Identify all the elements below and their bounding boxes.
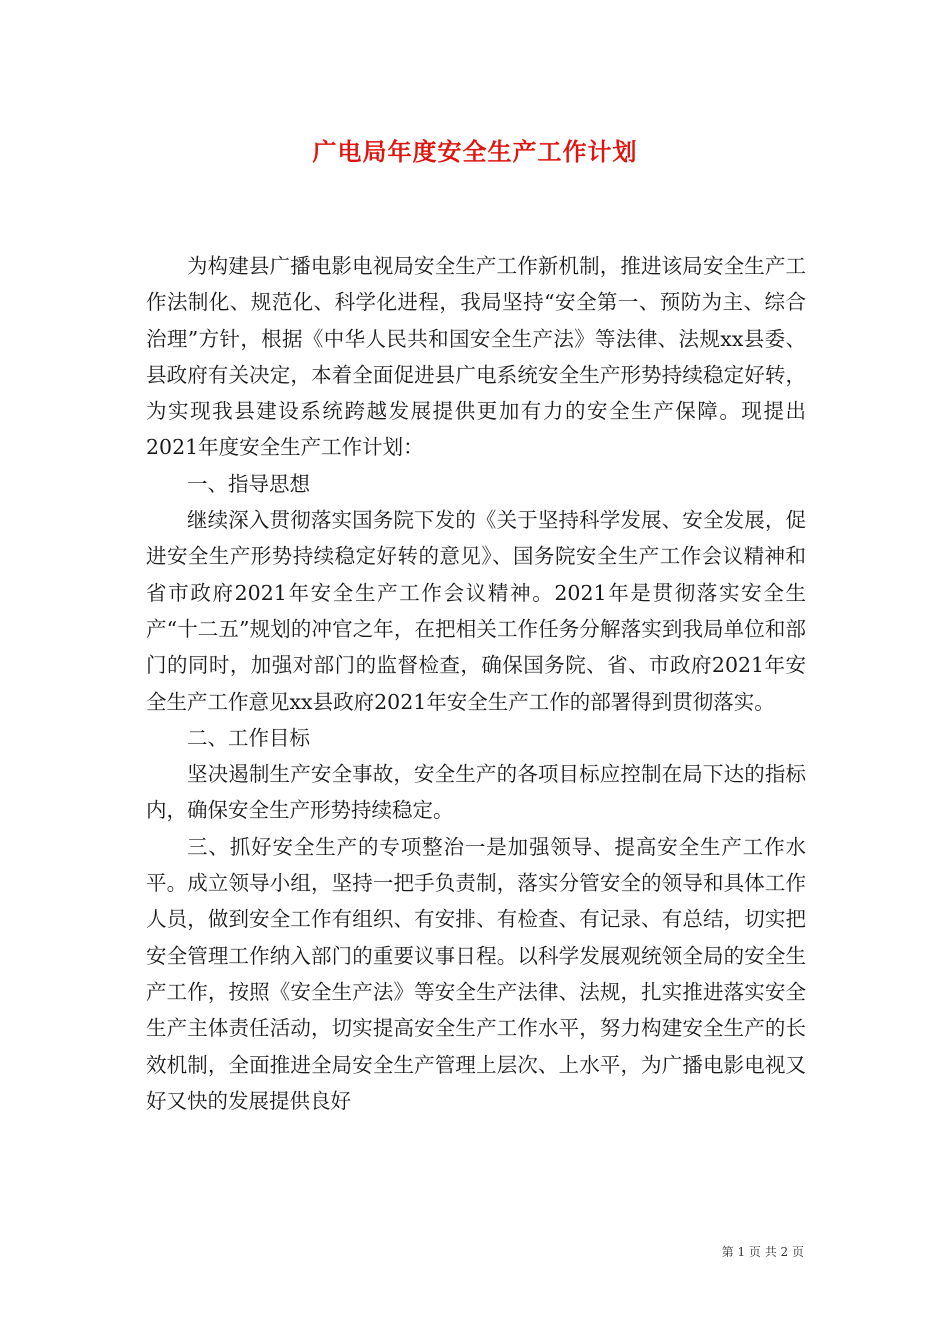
intro-paragraph: 为构建县广播电影电视局安全生产工作新机制，推进该局安全生产工作法制化、规范化、科学化进程，我局坚持“安全第一、预防为主、综合治理”方针，根据《中华人民共和国安全生产法》等法律、法规xx县委、县政府有关决定，本着全面促进县广电系统安全生产形势持续稳定好转，为实现我县建设系统跨越发展提供更加有力的安全生产保障。现提出2021年度安全生产工作计划： [146, 254, 806, 460]
section-heading-guiding-ideology: 一、指导思想 [187, 471, 310, 496]
page-number: 第 1 页 共 2 页 [721, 1245, 804, 1259]
document-body [146, 248, 806, 1119]
work-goals-paragraph: 坚决遏制生产安全事故，安全生产的各项目标应控制在局下达的指标内，确保安全生产形势持续稳定。 [146, 762, 806, 823]
guiding-ideology-paragraph: 继续深入贯彻落实国务院下发的《关于坚持科学发展、安全发展，促进安全生产形势持续稳定好转的意见》、国务院安全生产工作会议精神和省市政府2021年安全生产工作会议精神。2021年是贯彻落实安全生产“十二五”规划的冲官之年，在把相关工作任务分解落实到我局单位和部门的同时，加强对部门的监督检查，确保国务院、省、市政府2021年安全生产工作意见xx县政府2021年安全生产工作的部署得到贯彻落实。 [146, 508, 806, 714]
special-rectification-paragraph: 三、抓好安全生产的专项整治一是加强领导、提高安全生产工作水平。成立领导小组，坚持一把手负责制，落实分管安全的领导和具体工作人员，做到安全工作有组织、有安排、有检查、有记录、有总结，切实把安全管理工作纳入部门的重要议事日程。以科学发展观统领全局的安全生产工作，按照《安全生产法》等安全生产法律、法规，扎实推进落实安全生产主体责任活动，切实提高安全生产工作水平，努力构建安全生产的长效机制，全面推进全局安全生产管理上层次、上水平，为广播电影电视又好又快的发展提供良好 [146, 834, 806, 1113]
section-heading-work-goals: 二、工作目标 [187, 725, 310, 750]
document-title: 广电局年度安全生产工作计划 [312, 137, 638, 166]
